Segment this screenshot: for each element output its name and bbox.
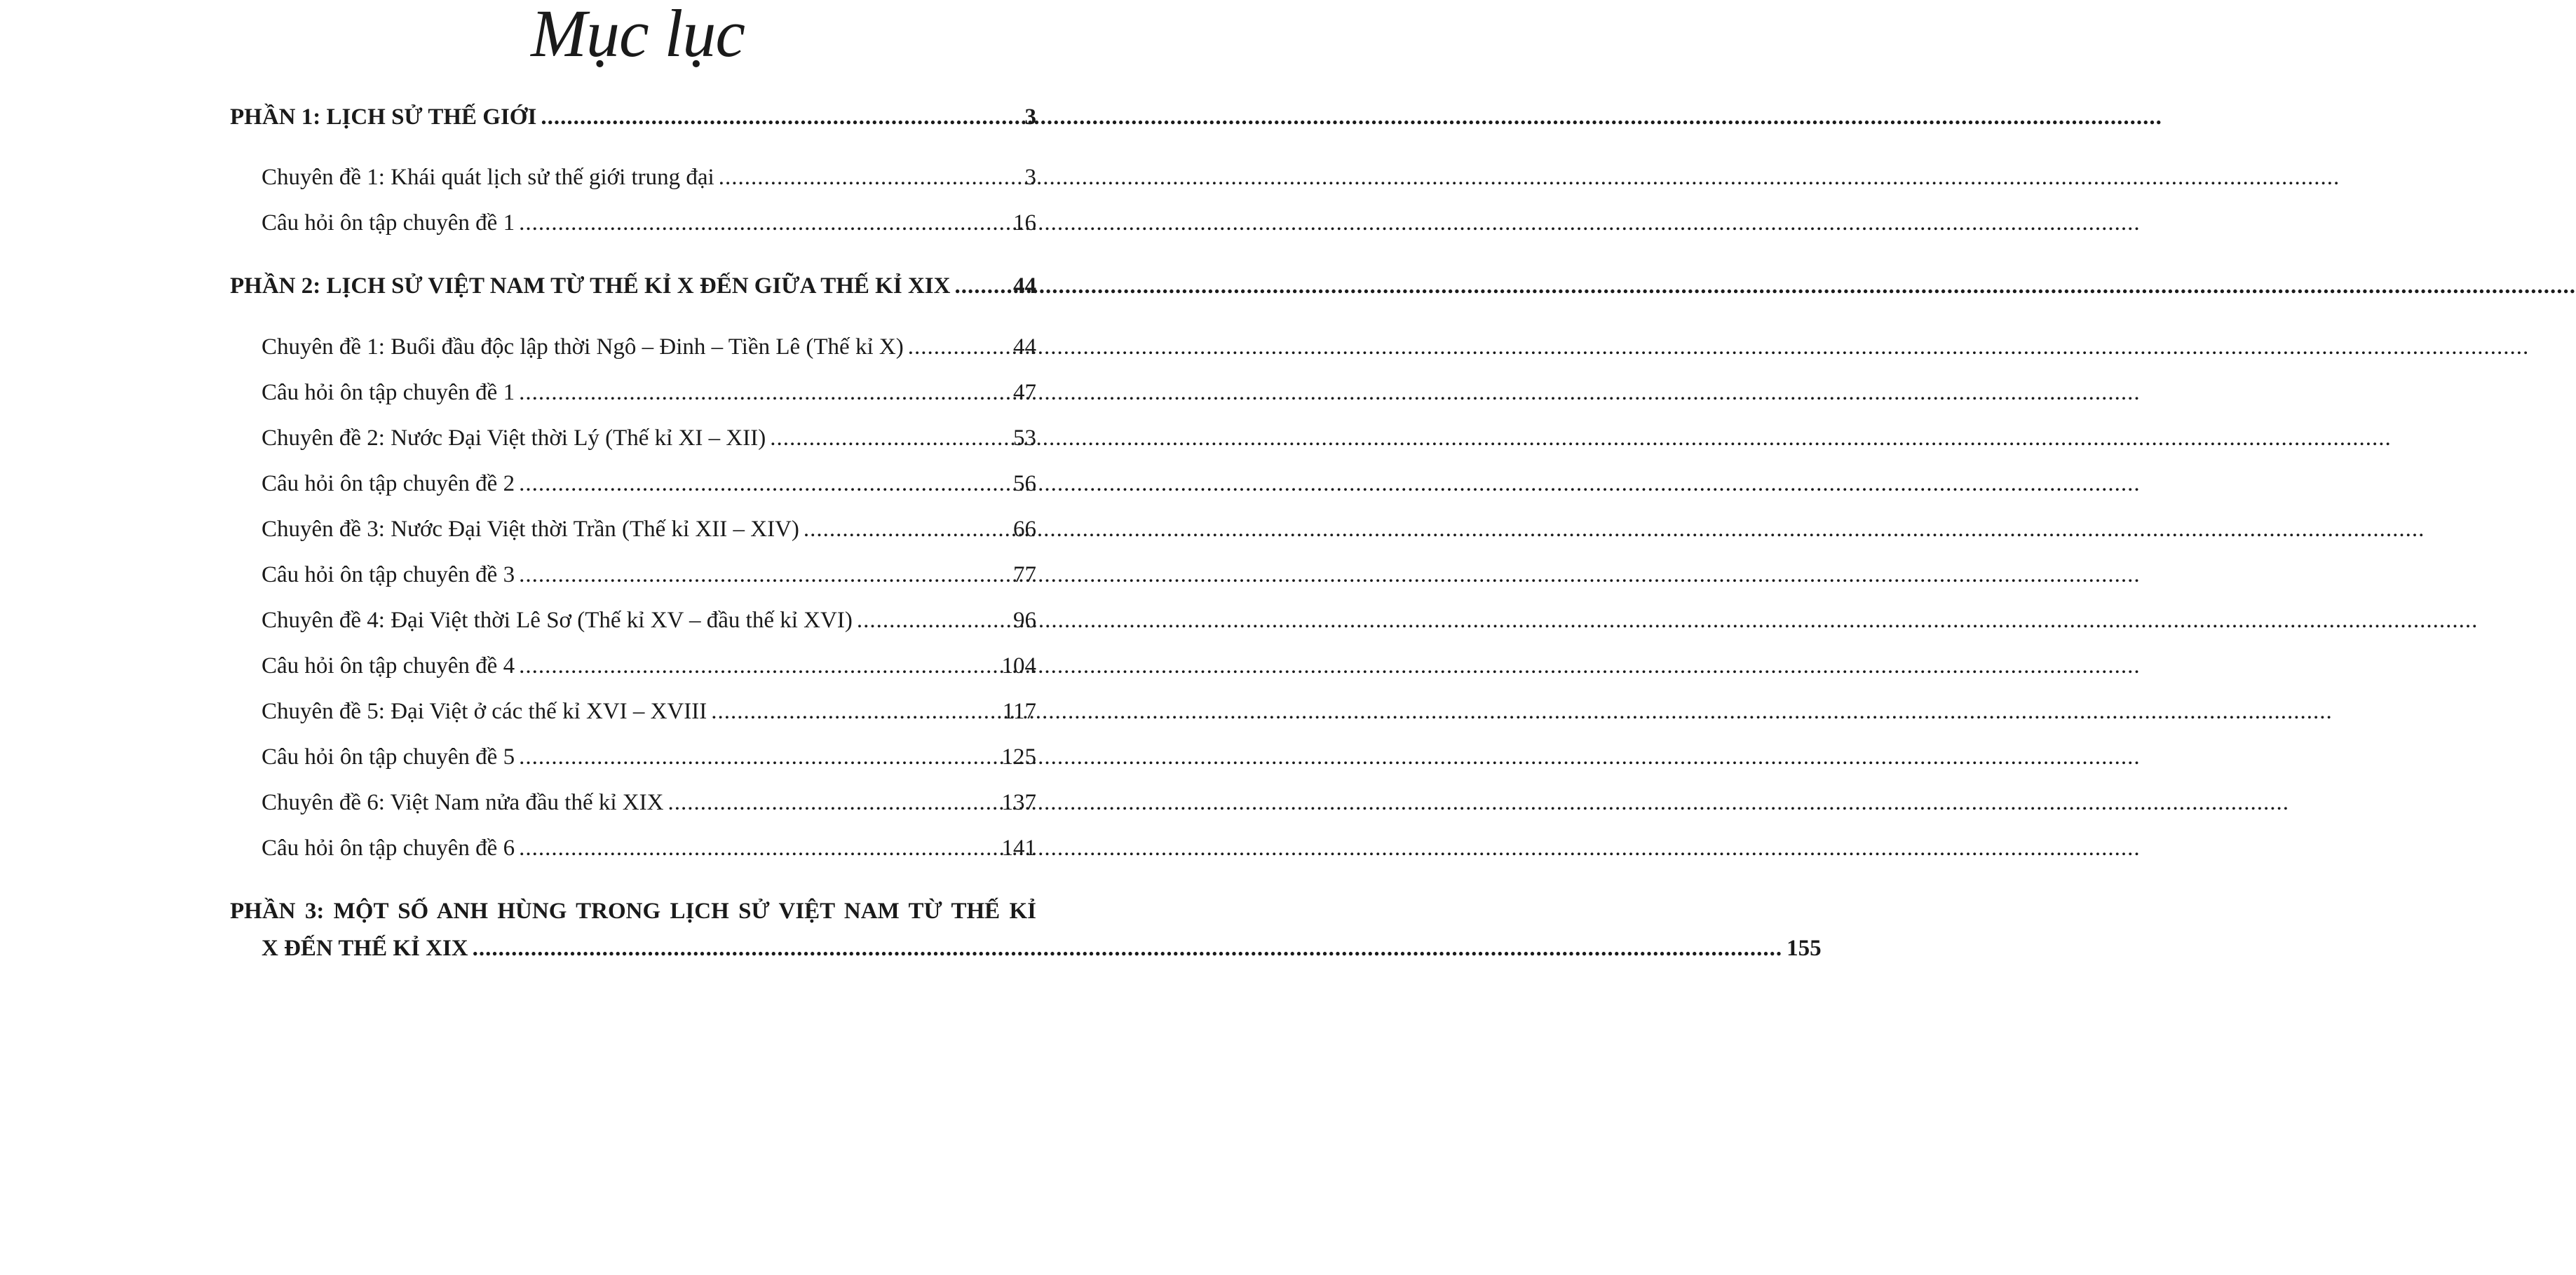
toc-entry[interactable] xyxy=(230,164,1036,191)
toc-entry-label: Chuyên đề 4: Đại Việt thời Lê Sơ (Thế kỉ XV – đầu thế kỉ XVI) xyxy=(262,608,853,633)
dot-leader xyxy=(770,425,1009,451)
toc-entry-label: Câu hỏi ôn tập chuyên đề 1 xyxy=(262,210,515,236)
toc-page-number: 155 xyxy=(1787,936,1822,961)
dot-leader xyxy=(667,789,997,816)
toc-part-1[interactable] xyxy=(230,104,1036,130)
toc-entry-label: Chuyên đề 2: Nước Đại Việt thời Lý (Thế kỉ XI – XII) xyxy=(262,425,766,451)
toc-page-number: 3 xyxy=(1024,165,1036,190)
dot-leader xyxy=(954,273,1009,299)
dot-leader xyxy=(541,104,1020,130)
toc-entry[interactable] xyxy=(230,379,1036,406)
dot-leader xyxy=(711,698,998,725)
toc-entry-label: Chuyên đề 5: Đại Việt ở các thế kỉ XVI – XVIII xyxy=(262,699,707,724)
toc-entry-label: Câu hỏi ôn tập chuyên đề 3 xyxy=(262,562,515,587)
toc-page-number: 141 xyxy=(1001,836,1036,861)
toc-entry-label: Câu hỏi ôn tập chuyên đề 2 xyxy=(262,471,515,496)
page-title: Mục lục xyxy=(531,0,745,71)
toc-entry[interactable] xyxy=(230,425,1036,451)
toc-page-number: 44 xyxy=(1013,334,1036,360)
toc-entry[interactable] xyxy=(230,744,1036,770)
toc-entry[interactable] xyxy=(230,561,1036,588)
toc-part-label-line-2: X ĐẾN THẾ KỈ XIX xyxy=(262,936,468,961)
dot-leader xyxy=(719,164,1021,191)
toc-page-number: 3 xyxy=(1024,104,1036,130)
toc-entry-label: Chuyên đề 1: Khái quát lịch sử thế giới trung đại xyxy=(262,165,714,190)
toc-part-2[interactable] xyxy=(230,273,1036,299)
toc-page-number: 16 xyxy=(1013,210,1036,236)
dot-leader xyxy=(519,379,1009,406)
toc-entry[interactable] xyxy=(230,835,1036,861)
dot-leader: .......................................................................................................................................................................................................... xyxy=(472,936,1783,961)
toc-page-number: 66 xyxy=(1013,517,1036,542)
toc-page-number: 53 xyxy=(1013,425,1036,451)
toc-part-label: PHẦN 1: LỊCH SỬ THẾ GIỚI xyxy=(230,104,537,130)
toc-part-label-line-1: PHẦN 3: MỘT SỐ ANH HÙNG TRONG LỊCH SỬ VIỆT NAM TỪ THẾ KỈ xyxy=(230,899,1036,924)
toc-entry[interactable] xyxy=(230,210,1036,236)
toc-entry[interactable] xyxy=(230,607,1036,634)
toc-entry-label: Câu hỏi ôn tập chuyên đề 1 xyxy=(262,380,515,405)
toc-entry-label: Câu hỏi ôn tập chuyên đề 6 xyxy=(262,836,515,861)
toc-entry-label: Chuyên đề 6: Việt Nam nửa đầu thế kỉ XIX xyxy=(262,790,664,815)
dot-leader xyxy=(857,607,1009,634)
dot-leader xyxy=(519,470,1009,497)
dot-leader xyxy=(908,334,1009,360)
toc-entry[interactable] xyxy=(230,334,1036,360)
toc-entry-label: Câu hỏi ôn tập chuyên đề 4 xyxy=(262,653,515,679)
dot-leader xyxy=(519,744,997,770)
toc-entry[interactable] xyxy=(230,789,1036,816)
dot-leader xyxy=(804,516,1009,543)
toc-page-number: 125 xyxy=(1001,744,1036,770)
toc-entry-label: Chuyên đề 1: Buổi đầu độc lập thời Ngô – Đinh – Tiền Lê (Thế kỉ X) xyxy=(262,334,904,360)
toc-page-number: 96 xyxy=(1013,608,1036,633)
dot-leader xyxy=(519,653,997,679)
dot-leader xyxy=(519,210,1009,236)
toc-entry[interactable] xyxy=(230,653,1036,679)
toc-page-number: 77 xyxy=(1013,562,1036,587)
toc-page-number: 104 xyxy=(1001,653,1036,679)
toc-page-number: 117 xyxy=(1002,699,1036,724)
toc-page-number: 137 xyxy=(1001,790,1036,815)
toc-part-3[interactable] xyxy=(230,898,1822,962)
toc-entry-label: Chuyên đề 3: Nước Đại Việt thời Trần (Thế kỉ XII – XIV) xyxy=(262,517,799,542)
toc-entry[interactable] xyxy=(230,470,1036,497)
toc-page-number: 56 xyxy=(1013,471,1036,496)
toc-page-number: 44 xyxy=(1013,273,1036,299)
dot-leader xyxy=(519,835,997,861)
toc-page-number: 47 xyxy=(1013,380,1036,405)
dot-leader xyxy=(519,561,1009,588)
toc-entry[interactable] xyxy=(230,698,1036,725)
toc-part-label: PHẦN 2: LỊCH SỬ VIỆT NAM TỪ THẾ KỈ X ĐẾN GIỮA THẾ KỈ XIX xyxy=(230,273,951,299)
toc-entry-label: Câu hỏi ôn tập chuyên đề 5 xyxy=(262,744,515,770)
toc-entry[interactable] xyxy=(230,516,1036,543)
